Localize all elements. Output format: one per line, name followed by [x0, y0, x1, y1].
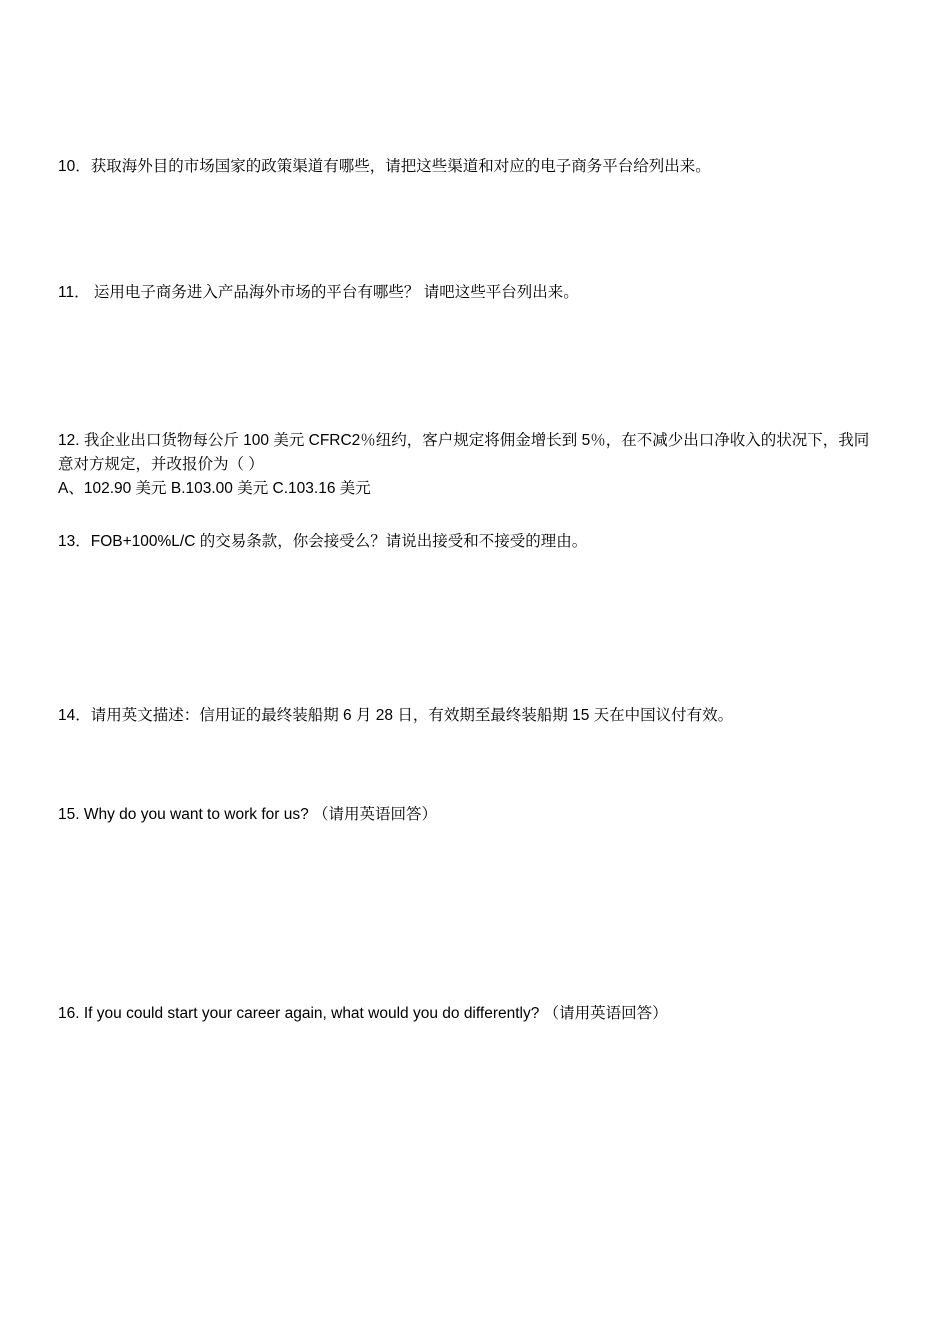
question-15	[58, 803, 878, 827]
question-14-text: 14．请用英文描述：信用证的最终装船期 6 月 28 日，有效期至最终装船期 15 天在中国议付有效。	[58, 707, 734, 724]
question-12-options: A、102.90 美元 B.103.00 美元 C.103.16 美元	[58, 480, 371, 497]
question-13-text: 13．FOB+100%L/C 的交易条款，你会接受么？请说出接受和不接受的理由。	[58, 533, 588, 550]
question-11	[58, 281, 878, 305]
question-16	[58, 1002, 878, 1026]
question-10-text: 10．获取海外目的市场国家的政策渠道有哪些，请把这些渠道和对应的电子商务平台给列出来。	[58, 158, 711, 175]
question-12	[58, 429, 878, 501]
question-14	[58, 704, 878, 728]
question-16-text: 16. If you could start your career again, what would you do differently? （请用英语回答）	[58, 1005, 668, 1022]
question-15-text: 15. Why do you want to work for us? （请用英语回答）	[58, 806, 438, 823]
question-12-text: 12. 我企业出口货物每公斤 100 美元 CFRC2％纽约，客户规定将佣金增长到 5％，在不减少出口净收入的状况下，我同意对方规定，并改报价为（ ）	[58, 432, 870, 473]
question-13	[58, 530, 878, 554]
question-10	[58, 155, 878, 179]
question-11-text: 11． 运用电子商务进入产品海外市场的平台有哪些？ 请吧这些平台列出来。	[58, 284, 579, 301]
